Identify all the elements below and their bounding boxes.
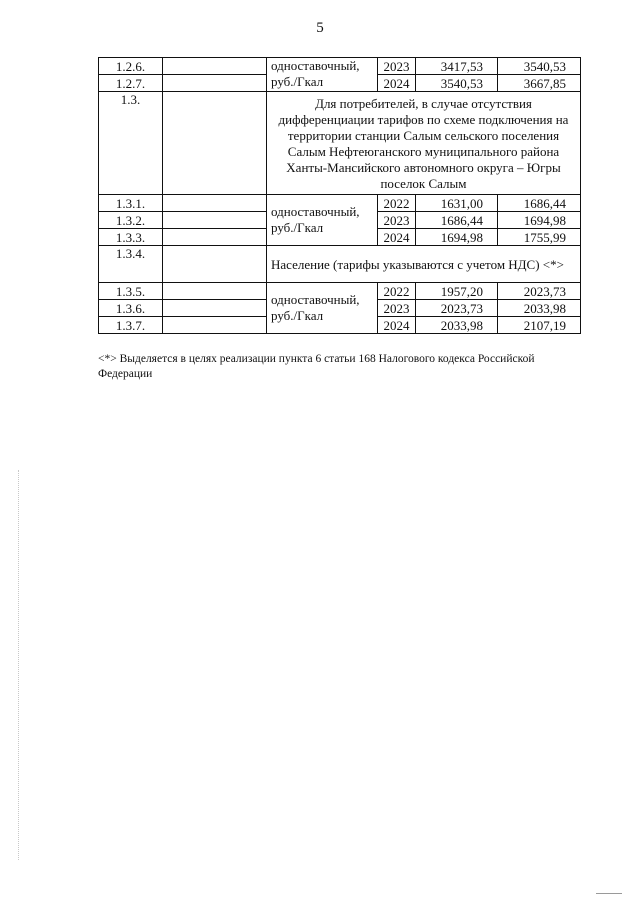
table-row [99,58,581,75]
tariff-value-cell: 1686,44 [416,212,498,229]
row-number: 1.2.6. [99,58,163,75]
scan-artifact-line [596,893,622,894]
year-cell: 2022 [378,195,416,212]
tariff-value-cell: 1755,99 [498,229,581,246]
empty-cell [163,246,267,283]
year-cell: 2023 [378,58,416,75]
group-row [99,246,581,283]
group-row [99,92,581,195]
unit-cell: одноставочный, руб./Гкал [267,195,378,246]
year-cell: 2023 [378,212,416,229]
row-number: 1.3.1. [99,195,163,212]
empty-cell [163,317,267,334]
tariff-value-cell: 1694,98 [416,229,498,246]
footnote: <*> Выделяется в целях реализации пункта 6 статьи 168 Налогового кодекса Российской Федерации [98,353,535,380]
empty-cell [163,58,267,75]
group-number: 1.3. [99,92,163,195]
empty-cell [163,195,267,212]
tariff-value-cell: 2023,73 [416,300,498,317]
empty-cell [163,92,267,195]
row-number: 1.3.7. [99,317,163,334]
group-number: 1.3.4. [99,246,163,283]
empty-cell [163,283,267,300]
tariff-value-cell: 2033,98 [416,317,498,334]
row-number: 1.3.5. [99,283,163,300]
empty-cell [163,229,267,246]
row-number: 1.3.6. [99,300,163,317]
unit-cell: одноставочный, руб./Гкал [267,283,378,334]
tariff-value-cell: 1686,44 [498,195,581,212]
table-row [99,283,581,300]
empty-cell [163,300,267,317]
tariff-value-cell: 3667,85 [498,75,581,92]
empty-cell [163,212,267,229]
year-cell: 2023 [378,300,416,317]
scan-margin-line [18,470,19,860]
tariff-value-cell: 1957,20 [416,283,498,300]
row-number: 1.3.3. [99,229,163,246]
tariff-table [98,57,581,334]
tariff-value-cell: 2107,19 [498,317,581,334]
tariff-value-cell: 2023,73 [498,283,581,300]
row-number: 1.3.2. [99,212,163,229]
tariff-value-cell: 1694,98 [498,212,581,229]
table-row [99,195,581,212]
tariff-value-cell: 3540,53 [498,58,581,75]
tariff-value-cell: 1631,00 [416,195,498,212]
tariff-value-cell: 3417,53 [416,58,498,75]
year-cell: 2024 [378,229,416,246]
tariff-value-cell: 2033,98 [498,300,581,317]
tariff-value-cell: 3540,53 [416,75,498,92]
year-cell: 2024 [378,317,416,334]
empty-cell [163,75,267,92]
year-cell: 2024 [378,75,416,92]
row-number: 1.2.7. [99,75,163,92]
unit-cell: одноставочный, руб./Гкал [267,58,378,92]
year-cell: 2022 [378,283,416,300]
page-number: 5 [316,20,324,36]
group-description: Для потребителей, в случае отсутствия дифференциации тарифов по схеме подключения на территории станции Салым сельского поселения Салым Нефтеюганского муниципального района Ханты-Мансийского автономного округа – Югры поселок Салым [267,92,581,195]
group-description: Население (тарифы указываются с учетом НДС) <*> [267,246,581,283]
